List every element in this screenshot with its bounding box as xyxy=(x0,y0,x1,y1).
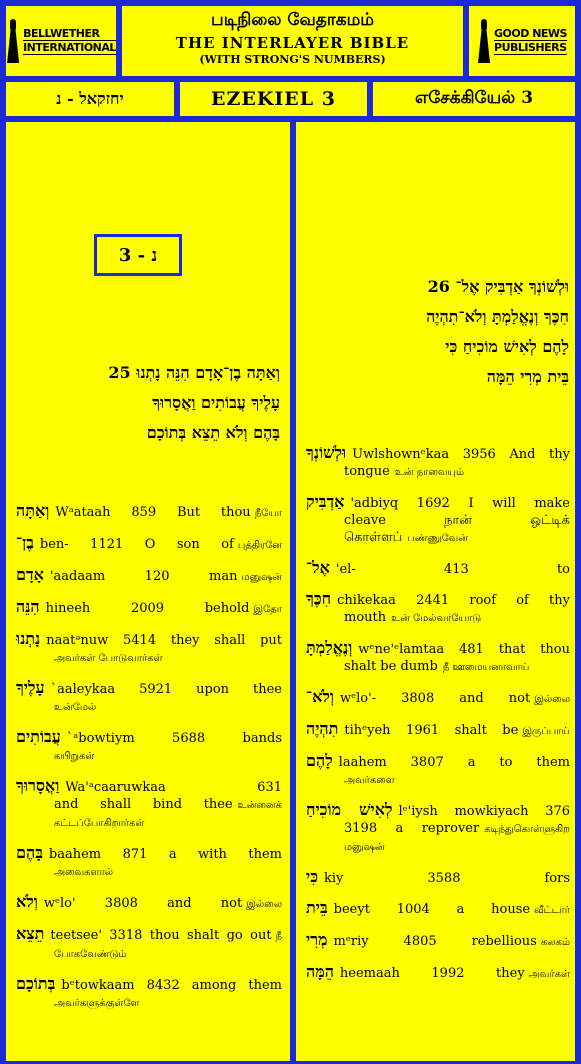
tamil-gloss: கலகம் xyxy=(540,937,570,948)
hebrew-book-cell xyxy=(3,79,177,119)
tamil-gloss: பண்ணுவேன் xyxy=(407,533,468,544)
hebrew-word: וַאֲסָרוּךָ xyxy=(16,776,60,795)
hebrew-word: וְנֶאֱלַמְתָּ xyxy=(306,638,353,657)
entry-first-line xyxy=(16,630,282,649)
transliteration-gloss: wᵉne'ᵉlamtaa 481 that thou xyxy=(358,642,570,657)
word-entry xyxy=(306,688,570,708)
tamil-gloss: இல்லை xyxy=(534,694,570,705)
transliteration-gloss: lᵉ'iysh mowkiyach 376 xyxy=(398,804,571,819)
entry-first-line xyxy=(306,899,570,919)
entry-continuation xyxy=(16,796,282,832)
word-entry xyxy=(306,559,570,578)
transliteration-gloss: 'el- 413 to xyxy=(335,562,570,577)
entry-first-line xyxy=(306,688,570,708)
hebrew-word: כִּי xyxy=(306,867,319,886)
transliteration-gloss: bᵉtowkaam 8432 among them xyxy=(61,978,282,993)
word-entry xyxy=(16,502,282,522)
hebrew-word: לָהֶם xyxy=(306,751,333,770)
entry-first-line xyxy=(16,925,282,945)
tamil-gloss: நீ xyxy=(275,931,282,942)
verse-line: בֵּית מְרִי הֵמָּה xyxy=(486,367,569,386)
tamil-gloss: அவர்களுக்குள்ளே xyxy=(54,998,140,1009)
gloss-continuation: mouth xyxy=(344,610,387,625)
left-word-list xyxy=(16,502,282,1024)
entry-first-line xyxy=(306,444,570,463)
tamil-gloss: போகவேண்டும் xyxy=(54,949,127,960)
word-entry xyxy=(16,630,282,667)
chapter-box: 3 - נ xyxy=(94,234,182,276)
transliteration-gloss: hineeh 2009 behold xyxy=(45,601,250,616)
english-book-cell xyxy=(177,79,370,119)
hebrew-word: לְאִישׁ מוֹכִיחַ xyxy=(306,800,393,819)
hebrew-word: נָתְנוּ xyxy=(16,629,41,648)
entry-first-line xyxy=(16,844,282,863)
word-entry xyxy=(306,720,570,740)
entry-continuation xyxy=(306,609,570,627)
hebrew-word: בֶן־ xyxy=(16,533,34,552)
word-entry xyxy=(306,752,570,789)
entry-continuation xyxy=(16,698,282,716)
tamil-gloss: அவைகளால் xyxy=(54,867,114,878)
entry-continuation xyxy=(16,994,282,1012)
entry-first-line xyxy=(16,502,282,522)
right-word-list xyxy=(306,444,570,995)
gloss-continuation: cleave நான் ஒட்டிக் கொள்ளப் xyxy=(344,513,570,545)
hebrew-word: עֲבוֹתִים xyxy=(16,727,61,746)
entry-first-line xyxy=(306,559,570,578)
entry-first-line xyxy=(306,590,570,609)
entry-first-line xyxy=(306,801,570,820)
gloss-continuation: tongue xyxy=(344,464,390,479)
gloss-continuation: 3198 a reprover xyxy=(344,821,480,836)
word-entry xyxy=(306,931,570,951)
entry-continuation xyxy=(306,820,570,856)
tamil-gloss: வீட்டார் xyxy=(534,905,570,916)
entry-first-line xyxy=(16,598,282,618)
transliteration-gloss: Wᵃataah 859 But thou xyxy=(55,505,251,520)
entry-first-line xyxy=(16,728,282,747)
word-entry xyxy=(306,444,570,481)
verse-25-hebrew xyxy=(108,358,280,448)
entry-continuation xyxy=(16,747,282,765)
transliteration-gloss: tihᵉyeh 1961 shalt be xyxy=(344,723,519,738)
word-entry xyxy=(16,975,282,1012)
word-entry xyxy=(306,868,570,887)
transliteration-gloss: baahem 871 a with them xyxy=(48,847,282,862)
hebrew-word: אַדְבִּיק xyxy=(306,492,345,511)
hebrew-word: הֵמָּה xyxy=(306,962,334,981)
word-entry xyxy=(16,777,282,832)
entry-first-line xyxy=(16,534,282,554)
tamil-book-cell xyxy=(370,79,578,119)
entry-first-line xyxy=(306,963,570,983)
bellwether-logo-line1: BELLWETHER xyxy=(23,27,116,41)
word-entry xyxy=(306,590,570,627)
tamil-gloss: இல்லை xyxy=(246,899,282,910)
english-book-name: EZEKIEL 3 xyxy=(211,88,336,110)
transliteration-gloss: 'adbiyq 1692 I will make xyxy=(350,496,570,511)
tamil-gloss: உன் மேல்வாயோடு xyxy=(391,613,482,624)
tamil-gloss: கயிறுகள் xyxy=(54,751,95,762)
transliteration-gloss: ben- 1121 O son of xyxy=(39,537,234,552)
verse-26-hebrew xyxy=(426,272,569,392)
word-entry xyxy=(306,639,570,676)
tamil-gloss: மனுஷன் xyxy=(241,572,282,583)
good-news-logo-line1: GOOD NEWS xyxy=(494,27,567,40)
entry-continuation xyxy=(306,771,570,789)
tamil-gloss: உன் நாவையும் xyxy=(394,467,465,478)
tamil-gloss: அவர்களை xyxy=(344,775,395,786)
verse-line: 26 וּלְשׁוֹנְךָ אַדְבִּיק אֶל־ xyxy=(427,277,569,296)
tamil-gloss: இருப்பாய் xyxy=(522,726,570,737)
tamil-gloss: அவர்கள் போடுவார்கள் xyxy=(54,653,163,664)
gloss-continuation: and shall bind thee xyxy=(54,797,233,812)
word-entry xyxy=(16,893,282,913)
entry-first-line xyxy=(16,777,282,796)
hebrew-word: אָדָם xyxy=(16,565,44,584)
hebrew-word: בְּתוֹכָם xyxy=(16,974,56,993)
transliteration-gloss: `aaleykaa 5921 upon thee xyxy=(50,682,282,697)
entry-continuation xyxy=(16,945,282,963)
right-column xyxy=(293,119,578,1064)
verse-line: 25 וְאַתָּה בֶן־אָדָם הִנֵּה נָתְנוּ xyxy=(108,363,280,382)
transliteration-gloss: wᵉlo'- 3808 and not xyxy=(339,691,531,706)
word-entry xyxy=(16,566,282,586)
left-column xyxy=(3,119,293,1064)
verse-line: עָלֶיךָ עֲבוֹתִים וַאֲסָרוּךָ xyxy=(152,393,280,412)
entry-continuation xyxy=(306,512,570,547)
transliteration-gloss: teetsee' 3318 thou shalt go out xyxy=(50,928,272,943)
entry-first-line xyxy=(16,893,282,913)
verse-line: בָּהֶם וְלֹא תֵצֵא בְּתוֹכָם xyxy=(146,423,280,442)
tamil-book-name: எசேக்கியேல் 3 xyxy=(414,88,534,108)
entry-first-line xyxy=(306,493,570,512)
entry-first-line xyxy=(306,720,570,740)
hebrew-word: בָּהֶם xyxy=(16,843,43,862)
entry-first-line xyxy=(306,868,570,887)
tamil-gloss: இதோ xyxy=(253,604,282,615)
gloss-continuation: shalt be dumb xyxy=(344,659,438,674)
transliteration-gloss: Uwlshownᵉkaa 3956 And thy xyxy=(352,447,570,462)
good-news-logo-line2: PUBLISHERS xyxy=(494,41,567,54)
hebrew-word: מְרִי xyxy=(306,930,328,949)
entry-first-line xyxy=(16,975,282,994)
verse-line: לָהֶם לְאִישׁ מוֹכִיחַ כִּי xyxy=(445,337,569,356)
hebrew-word: בֵּית xyxy=(306,898,328,917)
bellwether-figure-icon xyxy=(6,19,20,63)
word-entry xyxy=(16,925,282,963)
hebrew-word: תִהְיֶה xyxy=(306,719,339,738)
transliteration-gloss: heemaah 1992 they xyxy=(339,966,525,981)
hebrew-word: הִנֵּה xyxy=(16,597,40,616)
tamil-gloss: கடிந்துகொள்ளுகிற மனுஷன் xyxy=(344,824,570,853)
word-entry xyxy=(306,899,570,919)
verse-line: חִכֶּךָ וְנֶאֱלַמְתָּ וְלֹא־תִהְיֶה xyxy=(426,307,569,326)
hebrew-word: וְאַתָּה xyxy=(16,501,50,520)
transliteration-gloss: naatᵊnuw 5414 they shall put xyxy=(46,633,282,648)
title-english: THE INTERLAYER BIBLE xyxy=(175,34,410,52)
tamil-gloss: புத்திரனே xyxy=(237,540,282,551)
hebrew-book-name: יחזקאל - נ xyxy=(56,89,124,108)
transliteration-gloss: chikekaa 2441 roof of thy xyxy=(337,593,570,608)
bellwether-logo-line2: INTERNATIONAL xyxy=(23,41,116,54)
word-entry xyxy=(16,844,282,881)
hebrew-word: וְלֹא־ xyxy=(306,687,334,706)
hebrew-word: תֵצֵא xyxy=(16,924,45,943)
entry-first-line xyxy=(16,566,282,586)
hebrew-word: חִכֶּךָ xyxy=(306,589,332,608)
tamil-gloss: நீயோ xyxy=(254,508,282,519)
transliteration-gloss: mᵉriy 4805 rebellious xyxy=(333,934,537,949)
transliteration-gloss: kiy 3588 fors xyxy=(324,871,570,886)
hebrew-word: וּלְשׁוֹנְךָ xyxy=(306,443,347,462)
hebrew-word: וְלֹא xyxy=(16,892,38,911)
word-entry xyxy=(306,493,570,547)
word-entry xyxy=(306,801,570,856)
tamil-gloss: உன்னைக் கட்டப்போகிறார்கள் xyxy=(54,800,282,829)
transliteration-gloss: laahem 3807 a to them xyxy=(338,755,570,770)
word-entry xyxy=(16,534,282,554)
entry-first-line xyxy=(306,752,570,771)
hebrew-word: עָלֶיךָ xyxy=(16,678,45,697)
title-tamil: படிநிலை வேதாகமம் xyxy=(211,10,374,30)
entry-continuation xyxy=(306,658,570,676)
transliteration-gloss: 'aadaam 120 man xyxy=(49,569,238,584)
transliteration-gloss: wᵉlo' 3808 and not xyxy=(43,896,243,911)
title-block xyxy=(119,3,466,79)
word-entry xyxy=(16,728,282,765)
transliteration-gloss: `ᵃbowtiym 5688 bands xyxy=(66,731,282,746)
hebrew-word: אֶל־ xyxy=(306,558,330,577)
entry-first-line xyxy=(306,931,570,951)
entry-first-line xyxy=(306,639,570,658)
transliteration-gloss: beeyt 1004 a house xyxy=(333,902,531,917)
word-entry xyxy=(16,679,282,716)
tamil-gloss: உன்மேல் xyxy=(54,702,97,713)
entry-continuation xyxy=(306,463,570,481)
word-entry xyxy=(306,963,570,983)
word-entry xyxy=(16,598,282,618)
entry-continuation xyxy=(16,649,282,667)
tamil-gloss: அவர்கள் xyxy=(528,969,570,980)
good-news-logo xyxy=(466,3,578,79)
tamil-gloss: நீ ஊமையனாவாய் xyxy=(442,662,530,673)
good-news-figure-icon xyxy=(477,19,491,63)
entry-first-line xyxy=(16,679,282,698)
bellwether-logo xyxy=(3,3,119,79)
entry-continuation xyxy=(16,863,282,881)
subtitle: (WITH STRONG'S NUMBERS) xyxy=(199,53,386,66)
transliteration-gloss: Wa'ᵃcaaruwkaa 631 xyxy=(65,780,282,795)
